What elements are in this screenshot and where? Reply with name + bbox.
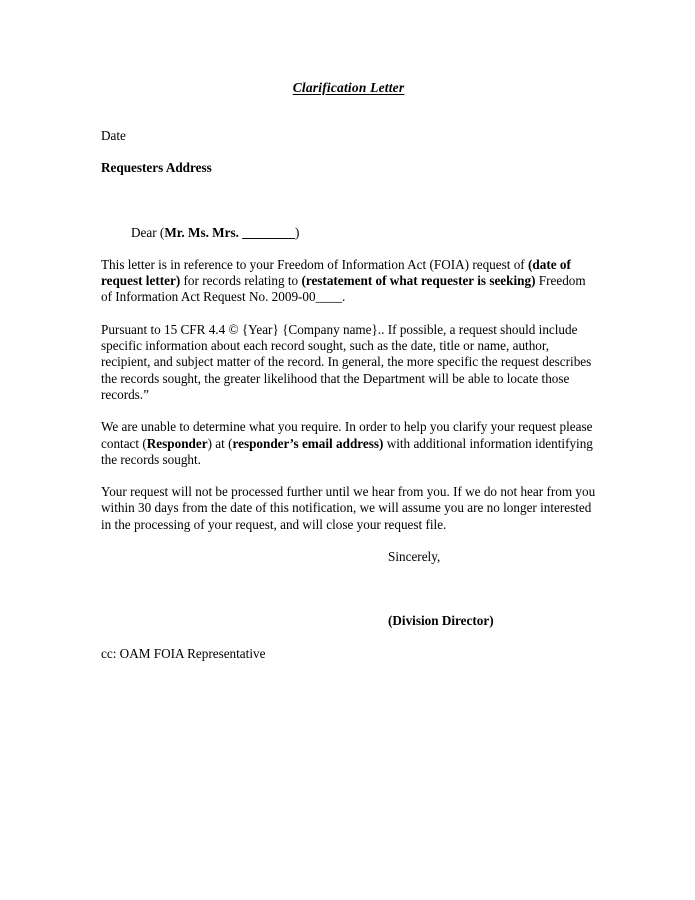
run-0: This letter is in reference to your Freedom of Information Act (FOIA) request of [101,256,528,272]
regulation-paragraph: Pursuant to 15 CFR 4.4 © {Year} {Company name}.. If possible, a request should include specific information about each record sought, such as the date, title or name, author, recipient, and subject matter of the record. In general, the more specific the request describes the records sought, the greater likelihood that the Department will be able to locate those records.” [101,321,592,402]
spacer-after-reference [101,306,596,322]
run-1: Responder [146,435,208,451]
page-title [101,80,596,96]
run-2: ) at ( [207,435,233,451]
requesters-address: Requesters Address [101,160,212,176]
salutation-honorifics: Mr. Ms. Mrs. ________ [164,224,295,240]
letter-content [101,80,596,662]
run-2: for records relating to [180,273,302,289]
closing-salutation: Sincerely, [388,549,441,565]
spacer-before-closing [101,533,596,549]
spacer-after-salutation [101,241,596,257]
spacer-after-title [101,96,596,128]
salutation [101,225,596,241]
deadline-paragraph: Your request will not be processed further until we hear from you. If we do not hear from you within 30 days from the date of this notification, we will assume you are no longer interested in the processing of your request, and will close your request file. [101,484,596,532]
spacer-after-date [101,144,596,160]
run-4: Freedom of Information Act Request No. 2009-00____. [101,273,586,305]
run-3: (restatement of what requester is seeking) [301,273,536,289]
page-title-text: Clarification Letter [292,80,405,95]
date-placeholder: Date [101,128,126,143]
salutation-close-paren: ) [294,224,300,240]
spacer-before-cc [101,630,596,646]
clarification-request-paragraph [101,419,596,468]
spacer-signature-gap [101,565,596,613]
run-1: (date of request letter) [101,256,571,289]
reference-paragraph [101,257,596,306]
spacer-after-address [101,177,596,225]
run-4: with additional information identifying the records sought. [101,435,593,467]
run-3: responder’s email address) [232,435,384,451]
spacer-after-regulation [101,403,596,419]
salutation-greeting: Dear ( [131,224,165,240]
run-0: We are unable to determine what you require. In order to help you clarify your request please contact ( [101,419,593,451]
signature-block: (Division Director) [388,613,494,629]
cc-line: cc: OAM FOIA Representative [101,645,266,661]
spacer-after-clarification [101,468,596,484]
